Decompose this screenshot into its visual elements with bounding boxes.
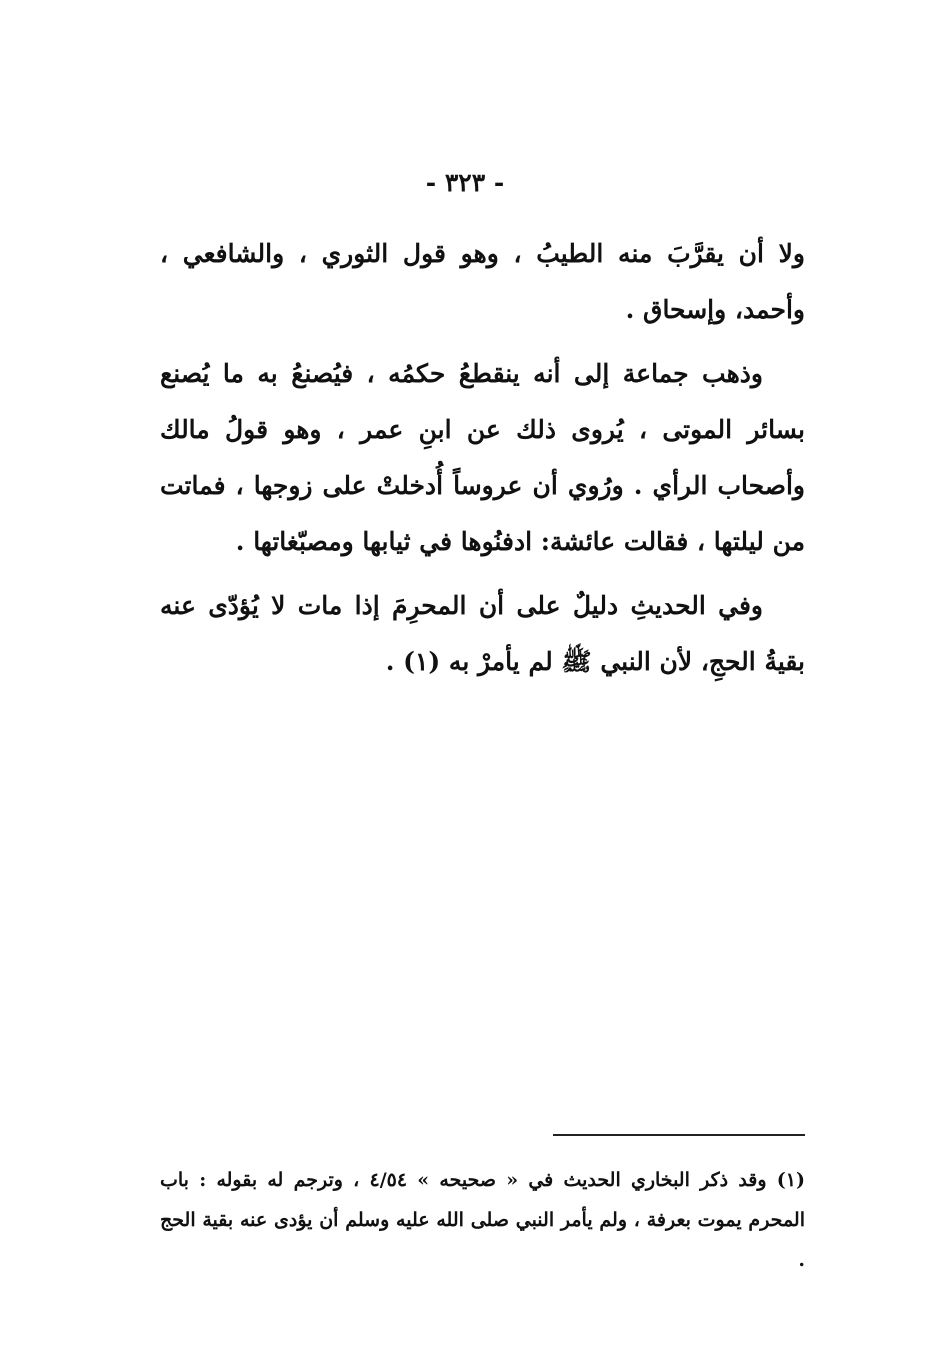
main-text	[160, 226, 805, 690]
footnote	[160, 1160, 805, 1280]
page-number: - ٣٢٣ -	[425, 168, 505, 197]
footnote-text: (١) وقد ذكر البخاري الحديث في « صحيحه » ٤/٥٤ ، وترجم له بقوله : باب المحرم يموت بعرفة ، ولم يأمر النبي صلى الله عليه وسلم أن يؤدى عنه بقية الحج .	[160, 1169, 805, 1271]
paragraph: وفي الحديثِ دليلٌ على أن المحرِمَ إذا مات لا يُؤدّى عنه بقيةُ الحجِ، لأن النبي ﷺ لم يأمرْ به (١) .	[160, 591, 805, 676]
paragraph: ولا أن يقرَّبَ منه الطيبُ ، وهو قول الثوري ، والشافعي ، وأحمد، وإسحاق .	[160, 239, 805, 324]
footnote-divider	[553, 1134, 805, 1136]
paragraph: وذهب جماعة إلى أنه ينقطعُ حكمُه ، فيُصنعُ به ما يُصنع بسائر الموتى ، يُروى ذلك عن ابنِ عمر ، وهو قولُ مالك وأصحاب الرأي . ورُوي أن عروساً أُدخلتْ على زوجها ، فماتت من ليلتها ، فقالت عائشة: ادفنُوها في ثيابها ومصبّغاتها .	[160, 359, 805, 556]
